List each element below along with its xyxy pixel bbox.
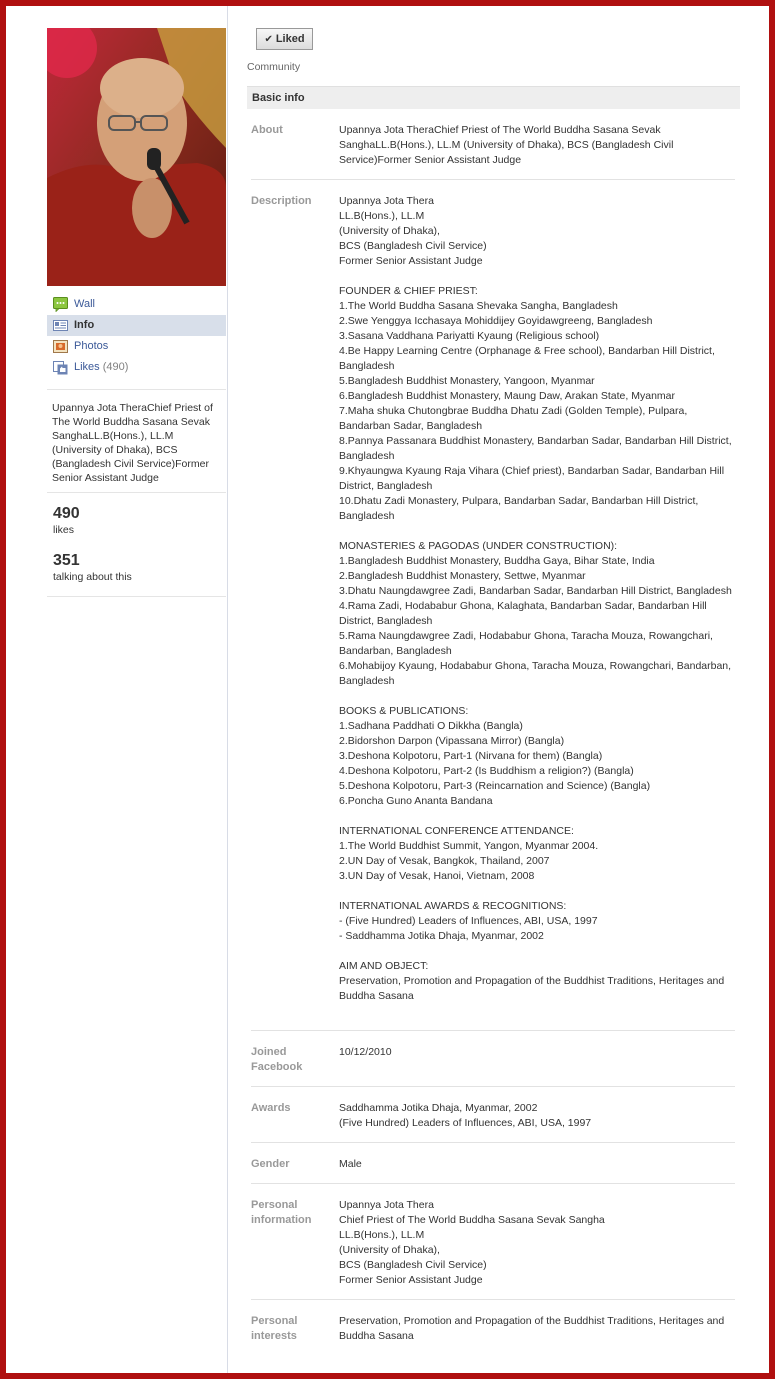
personal-interests-label: Personal interests [251,1315,298,1342]
nav-info[interactable] [47,315,226,336]
liked-button[interactable] [256,28,313,50]
joined-label: Joined Facebook [251,1046,303,1073]
about-value: Upannya Jota TheraChief Priest of The World Buddha Sasana Sevak SanghaLL.B(Hons.), LL.M (University of Dhaka), BCS (Bangladesh Civil Service)Former Senior Assistant Judge [339,124,674,166]
basic-info-header: Basic info [247,86,740,109]
personal-info-value: Upannya Jota Thera Chief Priest of The World Buddha Sasana Sevak Sangha LL.B(Hons.), LL.M (University of Dhaka), BCS (Bangladesh Civil Service) Former Senior Assistant Judge [339,1199,605,1286]
info-row-about [251,123,735,180]
awards-label: Awards [251,1102,291,1114]
gender-label: Gender [251,1158,290,1170]
info-row-personal-info [251,1198,735,1300]
info-row-description [251,194,735,1031]
awards-value: Saddhamma Jotika Dhaja, Myanmar, 2002 (Five Hundred) Leaders of Influences, ABI, USA, 1997 [339,1102,592,1129]
description-label: Description [251,195,312,207]
sidebar-divider [47,389,226,390]
likes-icon [53,360,68,375]
talking-stat [53,552,132,584]
nav-likes-label: Likes [74,361,100,373]
likes-count: 490 [53,505,80,522]
nav-info-label: Info [74,319,95,331]
about-label: About [251,124,283,136]
info-row-awards [251,1101,735,1143]
page-nav [47,294,226,378]
nav-photos-label: Photos [74,340,109,352]
profile-photo[interactable] [47,28,226,286]
nav-likes[interactable] [47,357,226,378]
likes-stat[interactable] [53,505,80,537]
nav-wall[interactable] [47,294,226,315]
likes-label: likes [53,524,75,536]
nav-photos[interactable] [47,336,226,357]
joined-value: 10/12/2010 [339,1046,392,1058]
info-row-joined [251,1045,735,1087]
sidebar-about-text: Upannya Jota TheraChief Priest of The World Buddha Sasana Sevak SanghaLL.B(Hons.), LL.M (University of Dhaka), BCS (Bangladesh Civil Service)Former Senior Assistant Judge [52,402,213,484]
personal-interests-value: Preservation, Promotion and Propagation of the Buddhist Traditions, Heritages and Buddha Sasana [339,1315,725,1342]
sidebar-divider [47,596,226,597]
gender-value: Male [339,1158,362,1170]
sidebar-divider [47,492,226,493]
liked-button-label: Liked [275,33,305,45]
nav-likes-count: (490) [102,361,129,373]
photos-icon [53,339,68,354]
wall-icon [53,297,68,312]
personal-info-label: Personal information [251,1199,312,1226]
page-category: Community [247,61,301,73]
checkmark-icon: ✔ [264,34,273,45]
talking-count: 351 [53,552,80,569]
profile-photo-image [47,28,226,286]
info-icon [53,318,68,333]
info-row-gender [251,1157,735,1184]
info-row-personal-interests [251,1314,735,1354]
left-sidebar [47,6,228,1373]
talking-label: talking about this [53,571,132,583]
description-value: Upannya Jota Thera LL.B(Hons.), LL.M (University of Dhaka), BCS (Bangladesh Civil Service) Former Senior Assistant Judge FOUNDER & CHIEF PRIEST: 1.The World Buddha Sasana Shevaka Sangha, Bangladesh 2.Swe Yenggya Icchasaya Mohiddijey Goyidawgreeng, Bangladesh 3.Sasana Vaddhana Pariyatti Kyaung (Religious school) 4.Be Happy Learning Centre (Orphanage & Free school), Bandarban Hill District, Bangladesh 5.Bangladesh Buddhist Monastery, Yangoon, Myanmar 6.Bangladesh Buddhist Monastery, Maung Daw, Arakan State, Myanmar 7.Maha shuka Chutongbrae Buddha Dhatu Zadi (Golden Temple), Pulpara, Bandarban Sadar, Bangladesh 8.Pannya Passanara Buddhist Monastery, Bandarban Sadar, Bandarban Hill District, Bangladesh 9.Khyaungwa Kyaung Raja Vihara (Chief priest), Bandarban Sadar, Bandarban Hill District, Bangladesh 10.Dhatu Zadi Monastery, Pulpara, Bandarban Sadar, Bandarban Hill District, Bangladesh MONASTERIES & PAGODAS (UNDER CONSTRUCTION): 1.Bangladesh Buddhist Monastery, Buddha Gaya, Bihar State, India 2.Bangladesh Buddhist Monastery, Settwe, Myanmar 3.Dhatu Naungdawgree Zadi, Bandarban Sadar, Bandarban Hill District, Bangladesh 4.Rama Zadi, Hodababur Ghona, Kalaghata, Bandarban Sadar, Bandarban Hill District, Bangladesh 5.Rama Naungdawgree Zadi, Hodababur Ghona, Taracha Mouza, Rowangchari, Bandarban, Bangladesh 6.Mohabijoy Kyaung, Hodababur Ghona, Taracha Mouza, Rowangchari, Bandarban, Bangladesh BOOKS & PUBLICATIONS: 1.Sadhana Paddhati O Dikkha (Bangla) 2.Bidorshon Darpon (Vipassana Mirror) (Bangla) 3.Deshona Kolpotoru, Part-1 (Nirvana for them) (Bangla) 4.Deshona Kolpotoru, Part-2 (Is Buddhism a religion?) (Bangla) 5.Deshona Kolpotoru, Part-3 (Reincarnation and Science) (Bangla) 6.Poncha Guno Ananta Bandana INTERNATIONAL CONFERENCE ATTENDANCE: 1.The World Buddhist Summit, Yangon, Myanmar 2004. 2.UN Day of Vesak, Bangkok, Thailand, 2007 3.UN Day of Vesak, Hanoi, Vietnam, 2008 INTERNATIONAL AWARDS & RECOGNITIONS: - (Five Hundred) Leaders of Influences, ABI, USA, 1997 - Saddhamma Jotika Dhaja, Myanmar, 2002 AIM AND OBJECT: Preservation, Promotion and Propagation of the Buddhist Traditions, Heritages and Buddha Sasana [339,195,732,1002]
nav-wall-label: Wall [74,298,95,310]
facebook-page [6,6,769,1373]
